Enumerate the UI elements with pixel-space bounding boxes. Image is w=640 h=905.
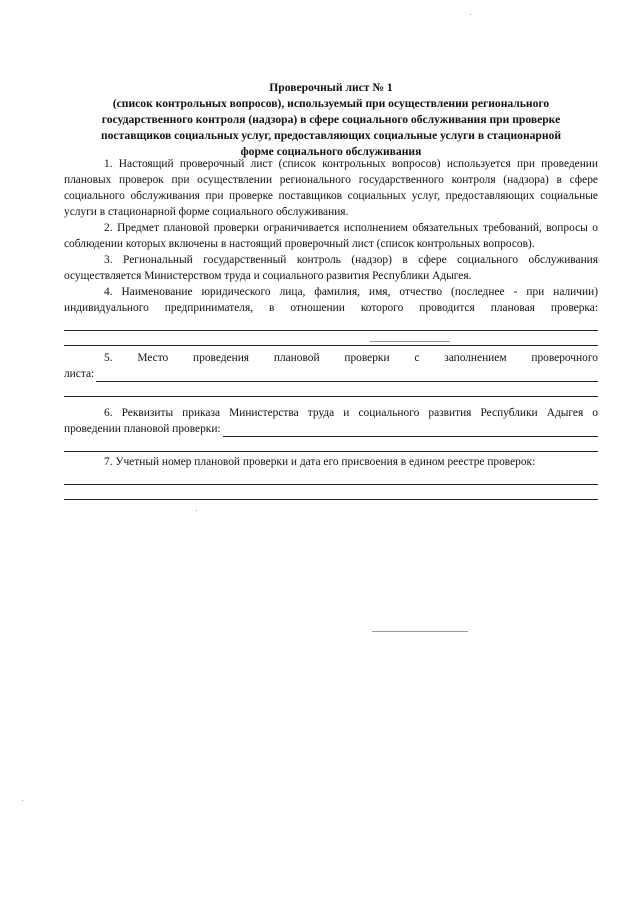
document-body [64, 156, 598, 500]
paragraph-3: 3. Региональный государственный контроль (надзор) в сфере социального обслуживания осуществляется Министерством труда и социального развития Республики Адыгея. [64, 254, 598, 282]
scan-artifact [22, 800, 23, 801]
fill-line-registry-1 [64, 470, 598, 485]
paragraph-6-line-1: 6. Реквизиты приказа Министерства труда и социального развития Республики Адыгея о [104, 407, 598, 419]
fill-line-organization-2 [64, 331, 598, 346]
p5-word: 5. [104, 352, 113, 364]
document-title [64, 80, 598, 160]
p5-tail-label: листа: [64, 368, 95, 380]
paragraph-1: 1. Настоящий проверочный лист (список контрольных вопросов) используется при проведении плановых проверок при осуществлении регионального государственного контроля (надзора) в сфере социального обслуживания при проверке поставщиков социальных услуг, предоставляющих социальные услуги в стационарной форме социального обслуживания. [64, 158, 598, 218]
p5-word: проверки [344, 352, 390, 364]
fill-line-registry-2 [64, 485, 598, 500]
title-line-3: государственного контроля (надзора) в сфере социального обслуживания при проверке [101, 113, 561, 126]
title-line-5: форме социального обслуживания [240, 145, 422, 158]
title-line-2: (список контрольных вопросов), используемый при осуществлении регионального [112, 97, 550, 110]
title-line-4: поставщиков социальных услуг, предоставляющих социальные услуги в стационарной [100, 129, 562, 142]
paragraph-6-line-2 [64, 421, 598, 437]
scan-artifact [470, 14, 471, 15]
scan-artifact [372, 631, 468, 632]
title-line-1: Проверочный лист № 1 [269, 81, 393, 94]
p5-word: с [414, 352, 420, 364]
scan-artifact [196, 510, 197, 511]
p5-word: проведения [193, 352, 250, 364]
fill-line-location-2 [64, 382, 598, 397]
fill-line-order-details [223, 424, 598, 437]
p5-word: плановой [273, 352, 320, 364]
fill-line-order-details-2 [64, 437, 598, 452]
fill-line-location [96, 369, 598, 382]
p5-word: Место [137, 352, 169, 364]
p6-label: проведении плановой проверки: [64, 423, 221, 435]
paragraph-2: 2. Предмет плановой проверки ограничивается исполнением обязательных требований, вопросы о соблюдении которых включены в настоящий проверочный лист (список контрольных вопросов). [64, 222, 598, 250]
fill-line-organization-1 [64, 316, 598, 331]
paragraph-5-line-2 [64, 366, 598, 382]
p5-word: проверочного [531, 352, 598, 364]
p5-word: заполнением [444, 352, 507, 364]
paragraph-4: 4. Наименование юридического лица, фамилия, имя, отчество (последнее - при наличии) индивидуального предпринимателя, в отношении которого проводится плановая проверка: [64, 286, 598, 314]
scan-artifact [370, 341, 450, 342]
paragraph-5-line-1 [64, 350, 598, 366]
paragraph-7: 7. Учетный номер плановой проверки и дата его присвоения в едином реестре проверок: [104, 456, 536, 468]
